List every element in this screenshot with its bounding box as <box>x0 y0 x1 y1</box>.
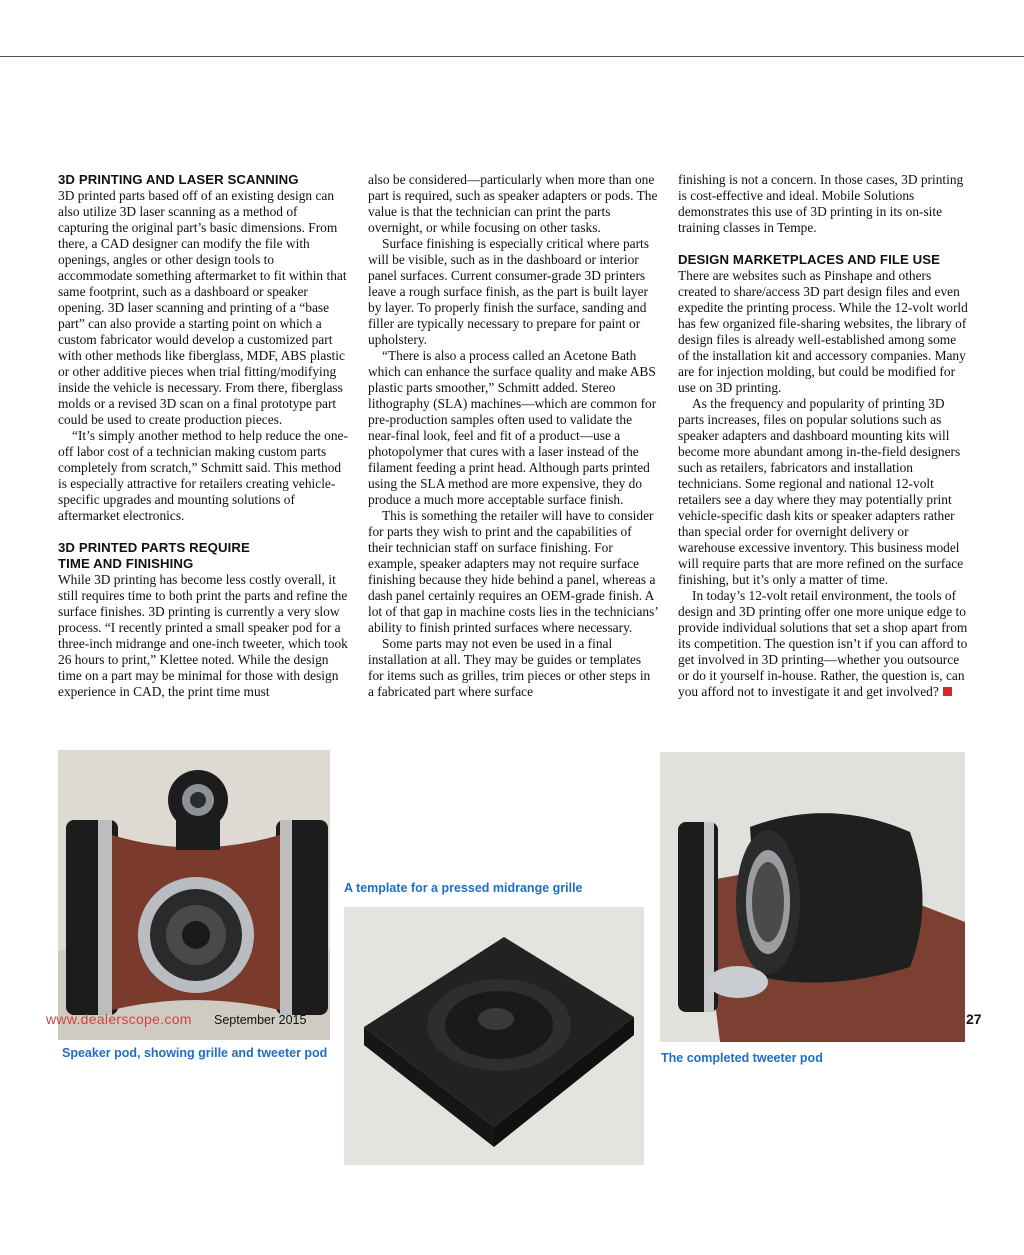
paragraph: finishing is not a concern. In those cases, 3D printing is cost-effective and ideal. Mobile Solutions demonstrates this use of 3D printing in its on-site training classes in Tempe. <box>678 172 964 235</box>
paragraph: “There is also a process called an Acetone Bath which can enhance the surface quality and make ABS plastic parts smoother,” Schmitt added. Stereo lithography (SLA) machines—which are common for pre-production samples often used to validate the near-final look, feel and fit of a product—use a photopolymer that cures with a laser instead of the filament feeding a print head. Although parts printed using the SLA method are more expensive, they do produce a much more acceptable surface finish. <box>368 348 657 507</box>
article-column-2 <box>368 172 658 700</box>
paragraph: While 3D printing has become less costly overall, it still requires time to both print the parts and refine the surface finishes. 3D printing is currently a very slow process. “I recently printed a small speaker pod for a three-inch midrange and one-inch tweeter, which took 26 hours to print,” Klettee noted. While the design time on a part may be minimal for those with design experience in CAD, the print time must <box>58 572 348 699</box>
paragraph: Some parts may not even be used in a final installation at all. They may be guides or templates for items such as grilles, trim pieces or other steps in a fabricated part where surface <box>368 636 651 699</box>
paragraph: 3D printed parts based off of an existing design can also utilize 3D laser scanning as a method of capturing the original part’s basic dimensions. From there, a CAD designer can modify the file with openings, angles or other design tools to accommodate something aftermarket to fit within that same footprint, such as a dashboard or speaker opening. 3D laser scanning and printing of a “base part” can also provide a starting point on which a custom fabricator would develop a customized part with other methods like fiberglass, MDF, ABS plastic or other additive pieces when trial fitting/modifying inside the vehicle is necessary. From there, fiberglass molds or a revised 3D scan on a final prototype part could be used to create production pieces. <box>58 188 347 427</box>
article-column-1 <box>58 172 348 700</box>
photo-tweeter-pod <box>660 752 965 1042</box>
section-heading-require-finishing: 3D PRINTED PARTS REQUIRE TIME AND FINISHING <box>58 540 250 571</box>
paragraph: Surface finishing is especially critical where parts will be visible, such as in the dashboard or interior panel surfaces. Current consumer-grade 3D printers leave a rough surface finish, as the part is built layer by layer. To properly finish the surface, sanding and filler are typically necessary to prepare for paint or upholstery. <box>368 236 649 347</box>
caption-speaker-pod: Speaker pod, showing grille and tweeter pod <box>62 1046 328 1060</box>
page-number: 27 <box>966 1011 982 1027</box>
caption-tweeter-pod: The completed tweeter pod <box>661 1051 823 1065</box>
footer-issue-date: September 2015 <box>214 1013 307 1027</box>
paragraph: In today’s 12-volt retail environment, the tools of design and 3D printing offer one more unique edge to provide individual solutions that set a shop apart from its competition. The question isn’t if you can afford to get involved in 3D printing—whether you outsource or do it yourself in-house. Rather, the question is, can you afford not to investigate it and get involved? <box>678 588 968 699</box>
paragraph: also be considered—particularly when more than one part is required, such as speaker adapters or pods. The value is that the technician can print the parts overnight, or while focusing on other tasks. <box>368 172 658 235</box>
section-heading-marketplaces: DESIGN MARKETPLACES AND FILE USE <box>678 252 941 267</box>
photo-midrange-template <box>344 907 644 1165</box>
caption-template: A template for a pressed midrange grille <box>344 881 583 895</box>
photo-speaker-pod <box>58 750 330 1040</box>
section-heading-laser-scanning: 3D PRINTING AND LASER SCANNING <box>58 172 299 187</box>
paragraph: As the frequency and popularity of printing 3D parts increases, files on popular solutions such as speaker adapters and dashboard mounting kits will become more abundant among in-the-field designers such as retailers, fabricators and installation technicians. Some regional and national 12-volt retailers see a day where they may potentially print vehicle-specific dash kits or speaker adapters rather than special order for overnight delivery or warehouse excessive inventory. This business model will require parts that are more refined on the surface finishing, but it’s only a matter of time. <box>678 396 964 587</box>
header-rule <box>0 56 1024 57</box>
article-column-3 <box>678 172 968 700</box>
paragraph: This is something the retailer will have to consider for parts they wish to print and the capabilities of their technician staff on surface finishing. For example, speaker adapters may not require surface finishing because they hide behind a panel, whereas a dash panel certainly requires an OEM-grade finish. A lot of that gap in machine costs lies in the technicians’ ability to finish printed surfaces where necessary. <box>368 508 658 635</box>
footer-website-link[interactable]: www.dealerscope.com <box>46 1011 192 1027</box>
paragraph: “It’s simply another method to help reduce the one-off labor cost of a technician making custom parts completely from scratch,” Schmitt said. This method is especially attractive for retailers creating vehicle-specific upgrades and mounting solutions of aftermarket electronics. <box>58 428 348 523</box>
paragraph: There are websites such as Pinshape and others created to share/access 3D part design files and even expedite the printing process. While the 12-volt world has few organized file-sharing websites, the library of design files is already well-established among some of the installation kit and accessory companies. Many are for injection molding, but could be modified for use on 3D printing. <box>678 268 968 395</box>
end-of-article-mark <box>943 687 952 696</box>
